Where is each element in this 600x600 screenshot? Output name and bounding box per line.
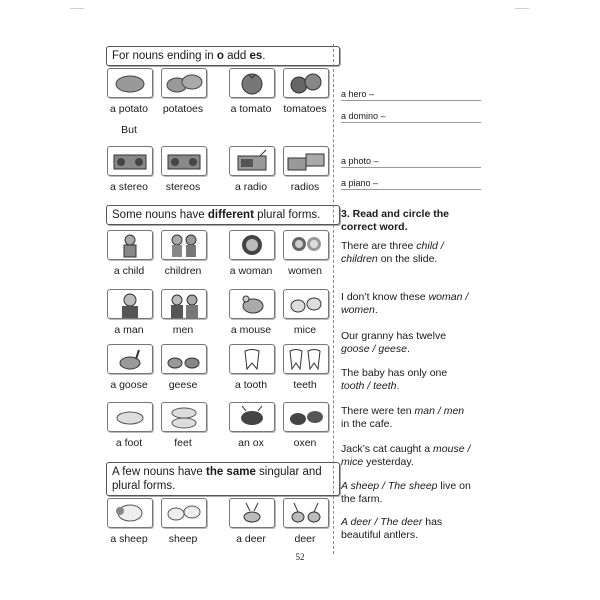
caption-deer-plural: deer (294, 533, 316, 545)
sentence-text: There are three (341, 240, 417, 252)
word-choice[interactable]: tooth / teeth (341, 380, 397, 392)
rule-bold: o (216, 50, 224, 62)
sentence-text: Our granny has twelve (341, 330, 447, 342)
rule-box-o (106, 46, 340, 66)
caption-teeth: teeth (293, 379, 317, 391)
caption-mouse: a mouse (230, 324, 272, 336)
caption-child: a child (113, 265, 145, 277)
caption-stereos: stereos (165, 181, 201, 193)
word-choice[interactable]: A sheep / The sheep (341, 480, 438, 492)
caption-radios: radios (290, 181, 320, 193)
sentence-text: The baby has only one (341, 367, 448, 379)
sentence-text: . (374, 304, 378, 316)
men-picture (161, 289, 207, 319)
potatoes-picture (161, 68, 207, 98)
fill-in-piano[interactable]: a piano – (341, 178, 481, 190)
caption-goose: a goose (110, 379, 148, 391)
sentence-1 (341, 240, 471, 266)
sentence-text: Jack’s cat caught a (341, 443, 434, 455)
rule-text: A few nouns have (112, 466, 206, 478)
deer-plural-picture (283, 498, 329, 528)
rule-text: . (262, 50, 266, 62)
rule-text: Some nouns have (112, 209, 208, 221)
but-label: But (121, 124, 137, 136)
caption-tomato: a tomato (230, 103, 272, 115)
caption-potato: a potato (110, 103, 148, 115)
sentence-text: yesterday. (363, 456, 414, 468)
column-divider (333, 44, 334, 554)
fill-in-hero[interactable]: a hero – (341, 89, 481, 101)
tooth-picture (229, 344, 275, 374)
rule-bold: es (249, 50, 263, 62)
rule-box-same (106, 462, 340, 496)
rule-text: For nouns ending in (112, 50, 217, 62)
word-choice[interactable]: woman / women (341, 291, 469, 316)
oxen-picture (283, 402, 329, 432)
sheep-plural-picture (161, 498, 207, 528)
caption-sheep: a sheep (110, 533, 148, 545)
caption-children: children (164, 265, 202, 277)
word-choice[interactable]: A deer / The deer (341, 516, 423, 528)
fill-in-domino[interactable]: a domino – (341, 111, 481, 123)
sentence-text: on the slide. (377, 253, 438, 265)
caption-tooth: a tooth (234, 379, 268, 391)
sentence-text: live on the farm. (341, 480, 471, 505)
page-number: 52 (295, 552, 305, 562)
caption-woman: a woman (229, 265, 273, 277)
sentence-7 (341, 480, 471, 506)
deer-picture (229, 498, 275, 528)
radios-picture (283, 146, 329, 176)
caption-deer: a deer (236, 533, 266, 545)
crop-mark (70, 8, 84, 9)
geese-picture (161, 344, 207, 374)
sentence-3 (341, 330, 471, 356)
word-choice[interactable]: child / children (341, 240, 444, 265)
rule-text: singular and plural forms. (112, 466, 322, 492)
children-picture (161, 230, 207, 260)
sentence-4 (341, 367, 471, 393)
sheep-picture (107, 498, 153, 528)
rule-text: add (223, 50, 250, 62)
women-picture (283, 230, 329, 260)
sentence-6 (341, 443, 471, 469)
rule-box-different (106, 205, 340, 225)
sentence-text: has beautiful antlers. (341, 516, 443, 541)
goose-picture (107, 344, 153, 374)
caption-potatoes: potatoes (162, 103, 204, 115)
mouse-picture (229, 289, 275, 319)
man-picture (107, 289, 153, 319)
sentence-text: . (396, 380, 400, 392)
caption-sheep-plural: sheep (168, 533, 198, 545)
child-picture (107, 230, 153, 260)
sentence-text: There were ten (341, 405, 415, 417)
sentence-8 (341, 516, 471, 542)
tomatoes-picture (283, 68, 329, 98)
caption-stereo: a stereo (110, 181, 148, 193)
stereos-picture (161, 146, 207, 176)
sentence-2 (341, 291, 471, 317)
sentence-text: in the cafe. (341, 418, 393, 430)
caption-foot: a foot (115, 437, 143, 449)
caption-tomatoes: tomatoes (283, 103, 327, 115)
crop-mark (515, 8, 529, 9)
rule-bold: different (207, 209, 254, 221)
stereo-picture (107, 146, 153, 176)
feet-picture (161, 402, 207, 432)
potato-picture (107, 68, 153, 98)
caption-women: women (288, 265, 322, 277)
caption-radio: a radio (234, 181, 268, 193)
caption-ox: an ox (238, 437, 264, 449)
sentence-5 (341, 405, 471, 431)
word-choice[interactable]: man / men (414, 405, 465, 417)
sentence-text: . (406, 343, 410, 355)
ox-picture (229, 402, 275, 432)
caption-man: a man (114, 324, 144, 336)
word-choice[interactable]: goose / geese (341, 343, 407, 355)
tomato-picture (229, 68, 275, 98)
caption-men: men (172, 324, 194, 336)
mice-picture (283, 289, 329, 319)
teeth-picture (283, 344, 329, 374)
caption-feet: feet (174, 437, 192, 449)
rule-text: plural forms. (253, 209, 321, 221)
fill-in-photo[interactable]: a photo – (341, 156, 481, 168)
sentence-text: I don’t know these (341, 291, 429, 303)
word-choice[interactable]: mouse / mice (341, 443, 471, 468)
caption-geese: geese (168, 379, 198, 391)
radio-picture (229, 146, 275, 176)
foot-picture (107, 402, 153, 432)
woman-picture (229, 230, 275, 260)
task-3-title: 3. Read and circle the correct word. (341, 208, 449, 233)
rule-bold: the same (205, 466, 256, 478)
caption-oxen: oxen (293, 437, 317, 449)
caption-mice: mice (293, 324, 317, 336)
